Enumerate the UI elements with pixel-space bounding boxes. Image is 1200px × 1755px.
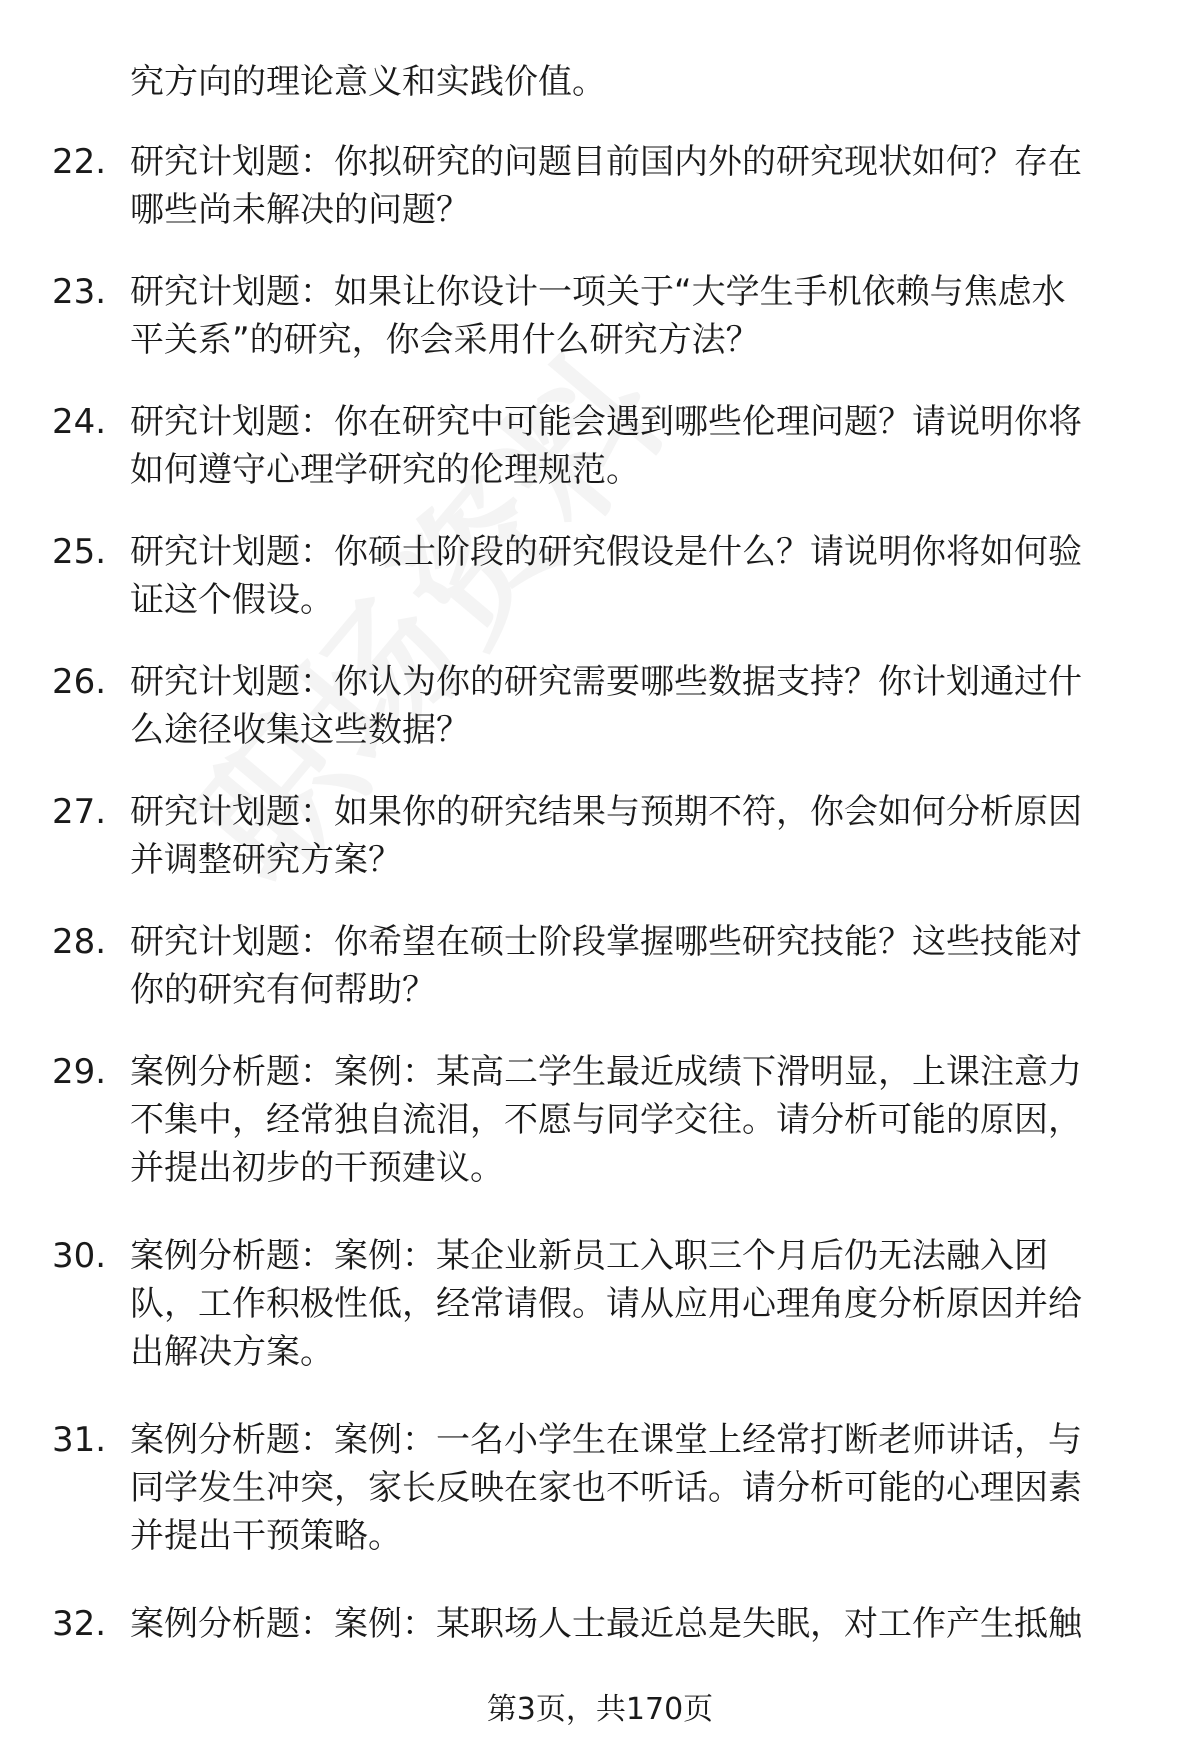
question-text-line: 研究计划题：如果你的研究结果与预期不符，你会如何分析原因 <box>130 792 1082 832</box>
continuation-line: 究方向的理论意义和实践价值。 <box>130 62 606 102</box>
question-number: 22. <box>52 142 107 182</box>
question-text-line: 队，工作积极性低，经常请假。请从应用心理角度分析原因并给 <box>130 1284 1082 1324</box>
question-text-line: 同学发生冲突，家长反映在家也不听话。请分析可能的心理因素 <box>130 1468 1082 1508</box>
question-text-line: 研究计划题：你拟研究的问题目前国内外的研究现状如何？存在 <box>130 142 1082 182</box>
question-text-line: 出解决方案。 <box>130 1332 334 1372</box>
question-number: 29. <box>52 1052 107 1092</box>
question-number: 23. <box>52 272 107 312</box>
question-text-line: 研究计划题：如果让你设计一项关于“大学生手机依赖与焦虑水 <box>130 272 1066 312</box>
question-text-line: 案例分析题：案例：一名小学生在课堂上经常打断老师讲话，与 <box>130 1420 1082 1460</box>
question-text-line: 案例分析题：案例：某职场人士最近总是失眠，对工作产生抵触 <box>130 1604 1082 1644</box>
question-text-line: 并提出初步的干预建议。 <box>130 1148 504 1188</box>
question-text-line: 研究计划题：你硕士阶段的研究假设是什么？请说明你将如何验 <box>130 532 1082 572</box>
question-number: 32. <box>52 1604 107 1644</box>
question-number: 27. <box>52 792 107 832</box>
question-number: 26. <box>52 662 107 702</box>
question-text-line: 并调整研究方案？ <box>130 840 402 880</box>
question-number: 31. <box>52 1420 107 1460</box>
question-number: 24. <box>52 402 107 442</box>
question-text-line: 你的研究有何帮助？ <box>130 970 436 1010</box>
question-text-line: 研究计划题：你希望在硕士阶段掌握哪些研究技能？这些技能对 <box>130 922 1082 962</box>
question-text-line: 并提出干预策略。 <box>130 1516 402 1556</box>
question-text-line: 证这个假设。 <box>130 580 334 620</box>
question-text-line: 不集中，经常独自流泪，不愿与同学交往。请分析可能的原因， <box>130 1100 1082 1140</box>
question-text-line: 研究计划题：你认为你的研究需要哪些数据支持？你计划通过什 <box>130 662 1082 702</box>
question-text-line: 平关系”的研究，你会采用什么研究方法？ <box>130 320 760 360</box>
question-text-line: 么途径收集这些数据？ <box>130 710 470 750</box>
question-number: 30. <box>52 1236 107 1276</box>
question-text-line: 研究计划题：你在研究中可能会遇到哪些伦理问题？请说明你将 <box>130 402 1082 442</box>
question-number: 28. <box>52 922 107 962</box>
question-text-line: 哪些尚未解决的问题？ <box>130 190 470 230</box>
question-text-line: 案例分析题：案例：某高二学生最近成绩下滑明显，上课注意力 <box>130 1052 1082 1092</box>
question-text-line: 如何遵守心理学研究的伦理规范。 <box>130 450 640 490</box>
page-footer: 第3页，共170页 <box>486 1692 714 1727</box>
question-text-line: 案例分析题：案例：某企业新员工入职三个月后仍无法融入团 <box>130 1236 1048 1276</box>
question-number: 25. <box>52 532 107 572</box>
